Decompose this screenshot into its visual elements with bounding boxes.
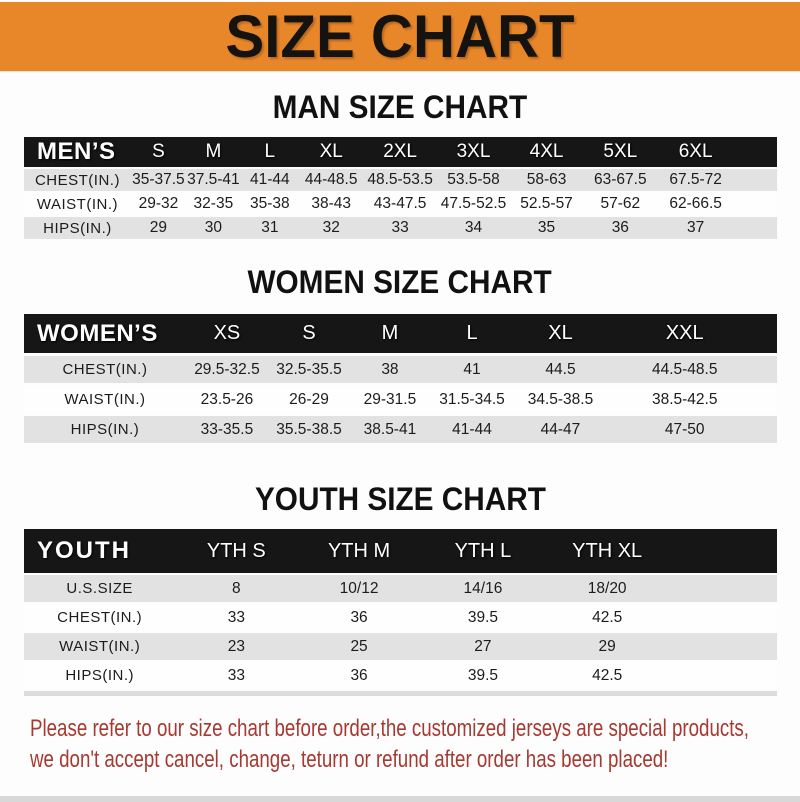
row-label: HIPS(IN.) bbox=[24, 217, 131, 239]
youth-size-header: YTH S bbox=[175, 529, 297, 573]
women-size-header: XXL bbox=[607, 314, 763, 353]
value-cell: 35-37.5 bbox=[131, 169, 186, 191]
row-label: WAIST(IN.) bbox=[24, 193, 131, 215]
value-cell: 29-32 bbox=[131, 193, 186, 215]
value-cell: 29 bbox=[131, 217, 186, 239]
spacer-cell bbox=[669, 529, 777, 573]
value-cell: 53.5-58 bbox=[437, 169, 511, 191]
spacer-cell bbox=[763, 314, 777, 353]
men-size-header: 3XL bbox=[437, 137, 511, 167]
value-cell: 38.5-42.5 bbox=[607, 386, 763, 413]
value-cell: 52.5-57 bbox=[510, 193, 582, 215]
value-cell: 32 bbox=[299, 217, 364, 239]
value-cell: 62-66.5 bbox=[658, 193, 733, 215]
value-cell: 43-47.5 bbox=[364, 193, 437, 215]
youth-section-heading-text: YOUTH SIZE CHART bbox=[254, 481, 546, 517]
youth-waist-row bbox=[24, 633, 777, 660]
value-cell: 34.5-38.5 bbox=[514, 386, 607, 413]
youth-table-bottom-shadow bbox=[24, 691, 777, 696]
men-size-header: 6XL bbox=[658, 137, 733, 167]
youth-header-row bbox=[24, 529, 777, 573]
size-chart-infographic bbox=[0, 2, 800, 802]
men-table-title: MEN’S bbox=[24, 137, 131, 167]
men-size-header: XL bbox=[299, 137, 364, 167]
spacer-cell bbox=[733, 169, 777, 191]
men-waist-row bbox=[24, 193, 777, 215]
value-cell: 31 bbox=[241, 217, 299, 239]
men-section-heading bbox=[0, 91, 800, 123]
women-section-heading-text: WOMEN SIZE CHART bbox=[247, 264, 553, 300]
men-size-header: M bbox=[186, 137, 241, 167]
order-notice-line1: Please refer to our size chart before order,the customized jerseys are special products, bbox=[30, 715, 750, 742]
value-cell: 42.5 bbox=[545, 662, 669, 689]
spacer-cell bbox=[733, 217, 777, 239]
value-cell: 29.5-32.5 bbox=[186, 356, 268, 383]
women-size-header: XS bbox=[186, 314, 268, 353]
value-cell: 35 bbox=[510, 217, 582, 239]
value-cell: 36 bbox=[583, 217, 658, 239]
spacer-cell bbox=[669, 575, 777, 602]
value-cell: 26-29 bbox=[268, 386, 350, 413]
value-cell: 36 bbox=[297, 662, 420, 689]
women-size-table bbox=[24, 311, 777, 446]
value-cell: 44.5-48.5 bbox=[607, 356, 763, 383]
row-label: CHEST(IN.) bbox=[24, 604, 175, 631]
women-size-header: XL bbox=[514, 314, 607, 353]
women-section-heading bbox=[0, 266, 800, 298]
value-cell: 39.5 bbox=[421, 662, 545, 689]
row-label: WAIST(IN.) bbox=[24, 386, 186, 413]
men-section-heading-text: MAN SIZE CHART bbox=[272, 89, 528, 125]
spacer-cell bbox=[733, 137, 777, 167]
value-cell: 29-31.5 bbox=[350, 386, 430, 413]
value-cell: 33 bbox=[175, 662, 297, 689]
value-cell: 23 bbox=[175, 633, 297, 660]
value-cell: 44-48.5 bbox=[299, 169, 364, 191]
value-cell: 38 bbox=[350, 356, 430, 383]
spacer-cell bbox=[669, 604, 777, 631]
value-cell: 34 bbox=[437, 217, 511, 239]
value-cell: 35.5-38.5 bbox=[268, 416, 350, 443]
value-cell: 37 bbox=[658, 217, 733, 239]
value-cell: 23.5-26 bbox=[186, 386, 268, 413]
value-cell: 14/16 bbox=[421, 575, 545, 602]
value-cell: 37.5-41 bbox=[186, 169, 241, 191]
value-cell: 35-38 bbox=[241, 193, 299, 215]
women-size-header: S bbox=[268, 314, 350, 353]
men-size-header: 4XL bbox=[510, 137, 582, 167]
spacer-cell bbox=[669, 662, 777, 689]
value-cell: 10/12 bbox=[297, 575, 420, 602]
value-cell: 58-63 bbox=[510, 169, 582, 191]
spacer-cell bbox=[669, 633, 777, 660]
value-cell: 42.5 bbox=[545, 604, 669, 631]
youth-size-header: YTH XL bbox=[545, 529, 669, 573]
value-cell: 25 bbox=[297, 633, 420, 660]
row-label: CHEST(IN.) bbox=[24, 356, 186, 383]
value-cell: 63-67.5 bbox=[583, 169, 658, 191]
value-cell: 33-35.5 bbox=[186, 416, 268, 443]
value-cell: 44-47 bbox=[514, 416, 607, 443]
youth-ussize-row bbox=[24, 575, 777, 602]
men-chest-row bbox=[24, 169, 777, 191]
women-table-title: WOMEN’S bbox=[24, 314, 186, 353]
banner-title: SIZE CHART bbox=[225, 2, 575, 70]
spacer-cell bbox=[763, 416, 777, 443]
value-cell: 32.5-35.5 bbox=[268, 356, 350, 383]
value-cell: 67.5-72 bbox=[658, 169, 733, 191]
value-cell: 39.5 bbox=[421, 604, 545, 631]
women-waist-row bbox=[24, 386, 777, 413]
men-size-header: 5XL bbox=[583, 137, 658, 167]
women-hips-row bbox=[24, 416, 777, 443]
row-label: CHEST(IN.) bbox=[24, 169, 131, 191]
men-hips-row bbox=[24, 217, 777, 239]
value-cell: 30 bbox=[186, 217, 241, 239]
women-size-header: M bbox=[350, 314, 430, 353]
youth-size-header: YTH M bbox=[297, 529, 420, 573]
value-cell: 41-44 bbox=[241, 169, 299, 191]
value-cell: 41 bbox=[430, 356, 514, 383]
youth-size-table bbox=[24, 527, 777, 691]
order-notice-line2: we don't accept cancel, change, teturn or refund after order has been placed! bbox=[30, 746, 669, 773]
value-cell: 57-62 bbox=[583, 193, 658, 215]
value-cell: 36 bbox=[297, 604, 420, 631]
men-size-header: L bbox=[241, 137, 299, 167]
youth-size-header: YTH L bbox=[421, 529, 545, 573]
spacer-cell bbox=[733, 193, 777, 215]
value-cell: 27 bbox=[421, 633, 545, 660]
value-cell: 33 bbox=[175, 604, 297, 631]
value-cell: 41-44 bbox=[430, 416, 514, 443]
value-cell: 8 bbox=[175, 575, 297, 602]
youth-hips-row bbox=[24, 662, 777, 689]
spacer-cell bbox=[763, 386, 777, 413]
men-size-table bbox=[24, 135, 777, 241]
value-cell: 38-43 bbox=[299, 193, 364, 215]
value-cell: 48.5-53.5 bbox=[364, 169, 437, 191]
bottom-edge-strip bbox=[0, 796, 800, 802]
value-cell: 18/20 bbox=[545, 575, 669, 602]
spacer-cell bbox=[763, 356, 777, 383]
women-header-row bbox=[24, 314, 777, 353]
value-cell: 33 bbox=[364, 217, 437, 239]
row-label: WAIST(IN.) bbox=[24, 633, 175, 660]
order-notice bbox=[0, 713, 800, 775]
value-cell: 38.5-41 bbox=[350, 416, 430, 443]
row-label: U.S.SIZE bbox=[24, 575, 175, 602]
youth-table-title: YOUTH bbox=[24, 529, 175, 573]
value-cell: 44.5 bbox=[514, 356, 607, 383]
men-header-row bbox=[24, 137, 777, 167]
value-cell: 47.5-52.5 bbox=[437, 193, 511, 215]
value-cell: 29 bbox=[545, 633, 669, 660]
youth-section-heading bbox=[0, 483, 800, 515]
value-cell: 32-35 bbox=[186, 193, 241, 215]
women-size-header: L bbox=[430, 314, 514, 353]
value-cell: 31.5-34.5 bbox=[430, 386, 514, 413]
value-cell: 47-50 bbox=[607, 416, 763, 443]
row-label: HIPS(IN.) bbox=[24, 662, 175, 689]
men-size-header: S bbox=[131, 137, 186, 167]
row-label: HIPS(IN.) bbox=[24, 416, 186, 443]
men-size-header: 2XL bbox=[364, 137, 437, 167]
youth-chest-row bbox=[24, 604, 777, 631]
size-chart-banner bbox=[0, 2, 800, 72]
women-chest-row bbox=[24, 356, 777, 383]
